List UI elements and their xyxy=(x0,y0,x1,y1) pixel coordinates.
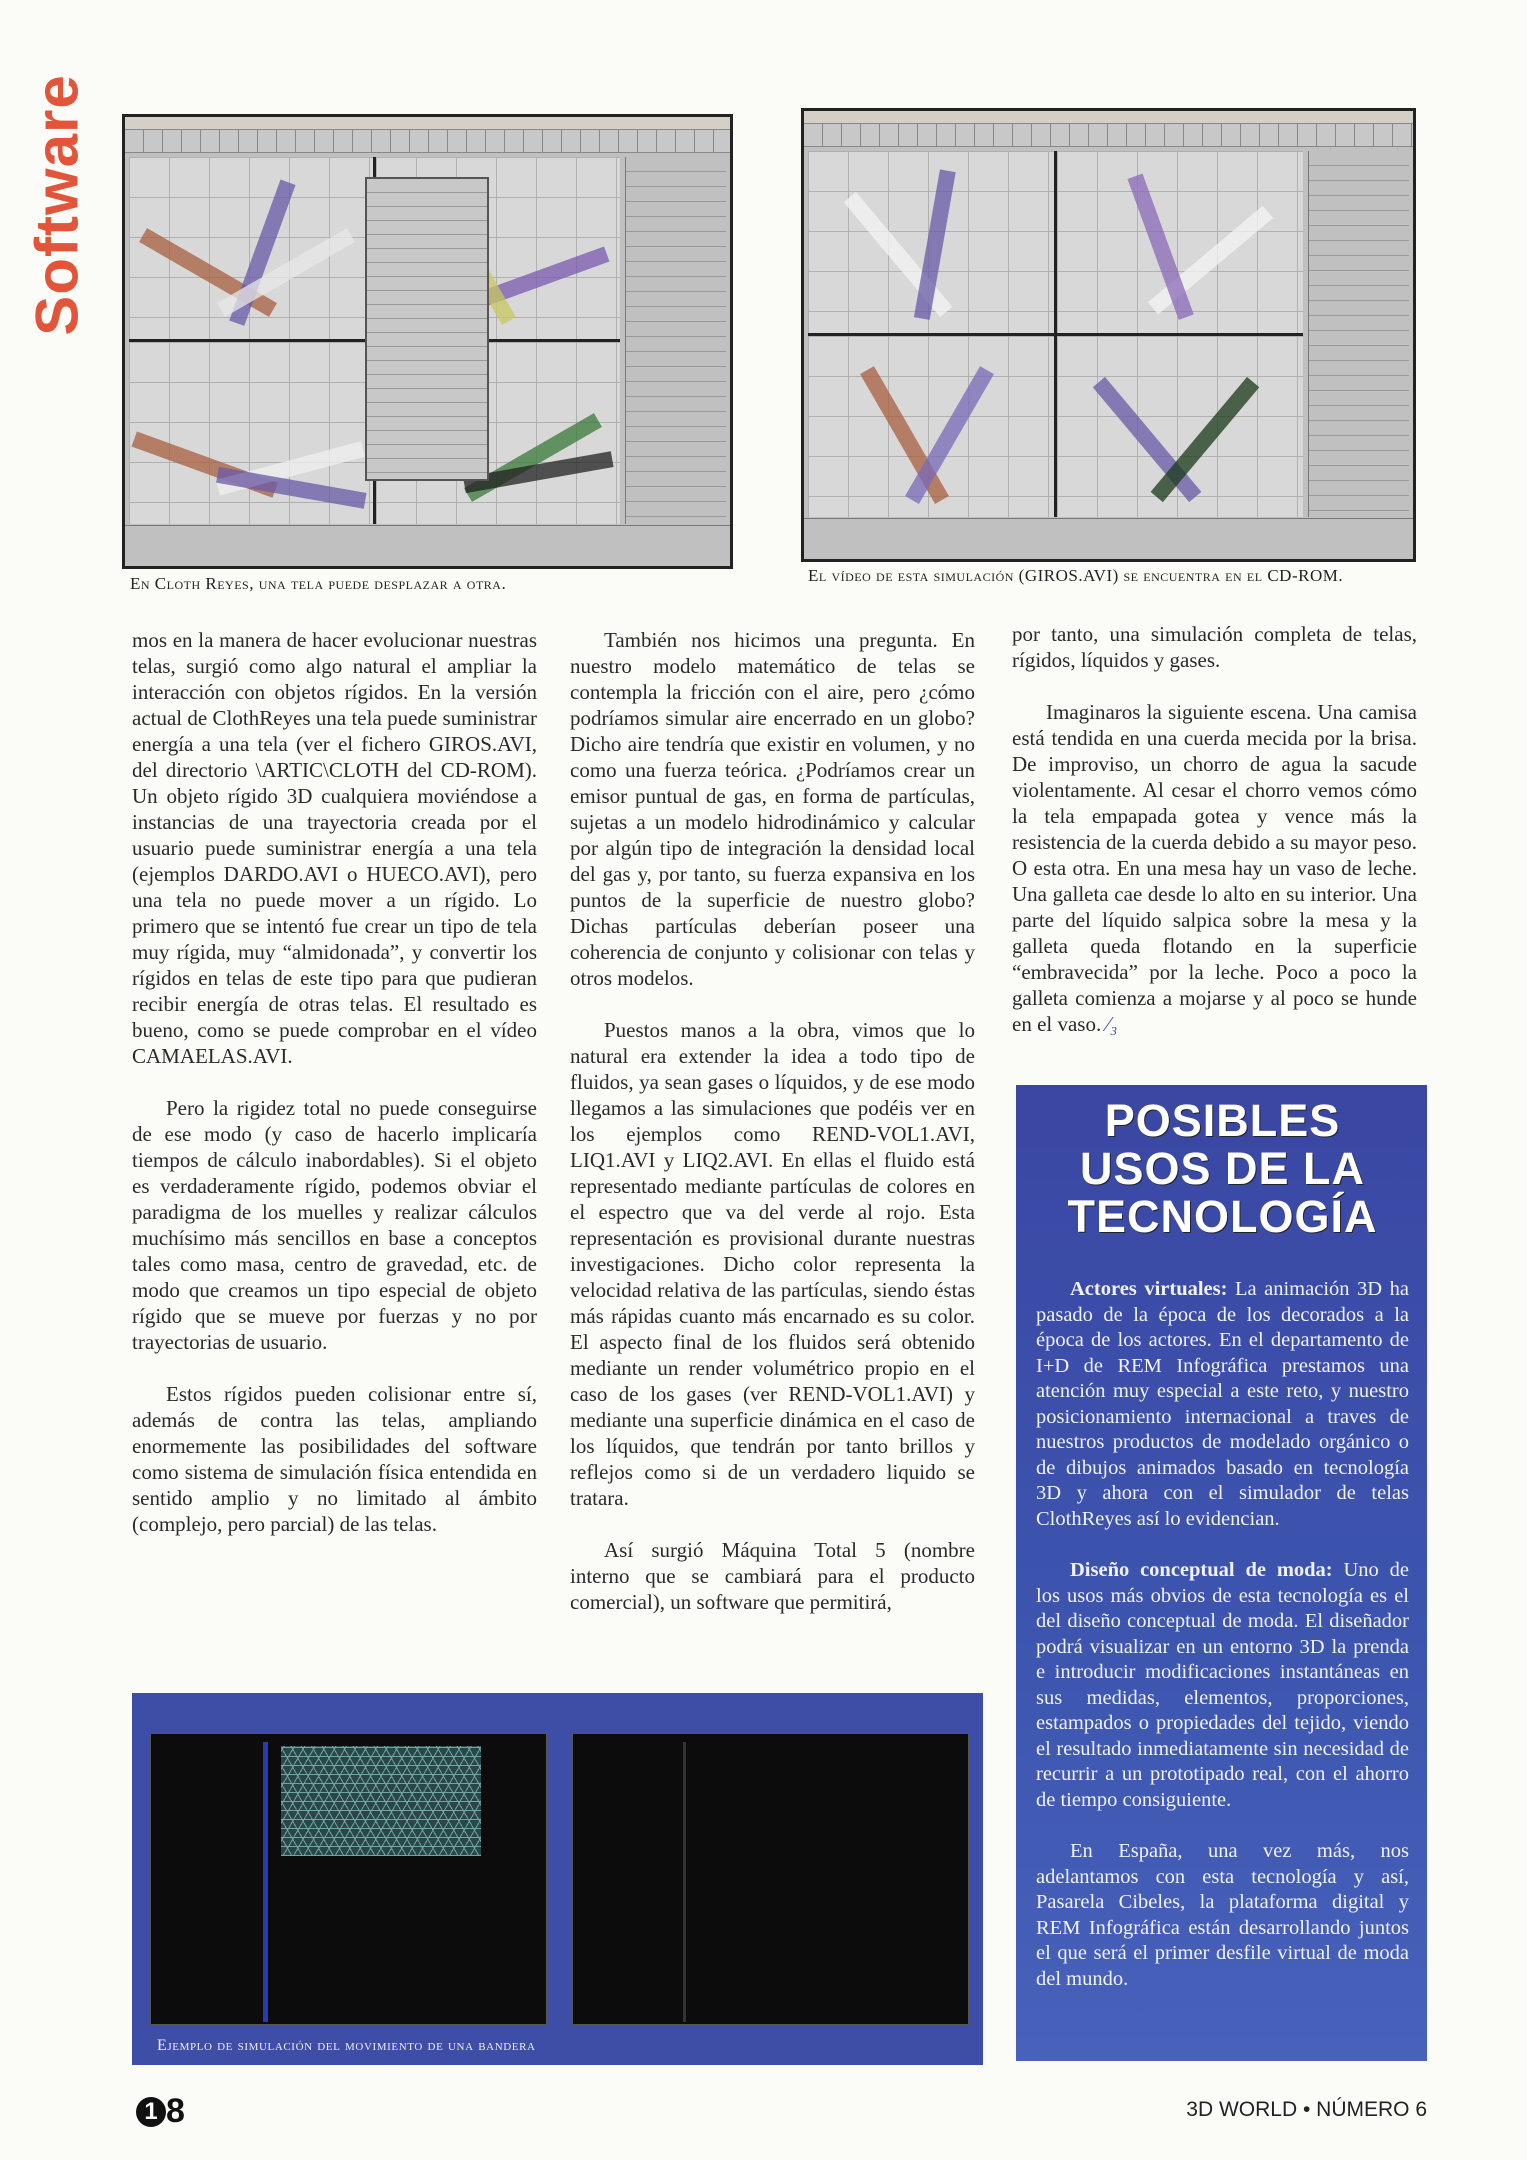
flag-pole xyxy=(263,1742,268,2022)
window-titlebar xyxy=(804,111,1413,124)
article-column-2 xyxy=(570,627,975,1641)
window-toolbar xyxy=(125,130,730,153)
magazine-footer: 3D WORLD • NÚMERO 6 xyxy=(1186,2098,1427,2121)
paragraph: Pero la rigidez total no puede conseguirse de ese modo (y caso de hacerlo implicaría tiempos de cálculo inabordables). Si el objeto es verdaderamente rígido, podemos obviar el paradigma de los muelles y realizar cálculos muchísimo más sencillos en base a conceptos tales como masa, centro de gravedad, etc. de modo que creamos un tipo especial de objeto rígido que se mueve por fuerzas y no por trayectorias de usuario. xyxy=(132,1096,537,1354)
screenshot-cloth-reyes xyxy=(122,114,733,569)
page-number: 1 8 xyxy=(136,2092,185,2131)
paragraph: Imaginaros la siguiente escena. Una camisa está tendida en una cuerda mecida por la brisa. De improviso, un chorro de agua la sacude violentamente. Al cesar el chorro vemos cómo la tela empapada gotea y vence más la resistencia de la cuerda debido a su mayor peso. O esta otra. En una mesa hay un vaso de leche. Una galleta cae desde lo alto en su interior. Una parte del líquido salpica sobre la mesa y la galleta queda flotando en la superficie “embravecida” por la leche. Poco a poco la galleta comienza a mojarse y al poco se hunde en el vaso. ⁄₃ xyxy=(1012,700,1417,1036)
figure-caption: El vídeo de esta simulación (GIROS.AVI) se encuentra en el CD-ROM. xyxy=(808,566,1344,585)
settings-dialog xyxy=(365,177,489,481)
flag-mesh xyxy=(281,1746,481,1856)
status-bar xyxy=(804,518,1413,559)
command-panel xyxy=(1308,151,1409,517)
sidebar-paragraph: Diseño conceptual de moda: Uno de los usos más obvios de esta tecnología es el del diseño conceptual de moda. El diseñador podrá visualizar en un entorno 3D la prenda e introducir modificaciones instantáneas en sus medidas, elementos, proporciones, estampados o propiedades del tejido, viendo el resultado inmediatamente sin necesidad de recurrir a un prototipado real, con el ahorro de tiempo consiguiente. xyxy=(1036,1559,1409,1811)
viewport xyxy=(129,342,373,524)
paragraph: mos en la manera de hacer evolucionar nuestras telas, surgió como algo natural el ampliar la interacción con objetos rígidos. En la versión actual de ClothReyes una tela puede suministrar energía a una tela (ver el fichero GIROS.AVI, del directorio \ARTIC\CLOTH del CD-ROM). Un objeto rígido 3D cualquiera moviéndose a instancias de una trayectoria creada por el usuario puede suministrar energía a una tela (ejemplos DARDO.AVI o HUECO.AVI), pero una tela no puede mover a un rígido. Lo primero que se intentó fue crear un tipo de tela muy rígida, muy “almidonada”, y convertir los rígidos en telas de este tipo para que pudieran recibir energía de otras telas. El resultado es bueno, como se puede comprobar en el vídeo CAMAELAS.AVI. xyxy=(132,628,537,1068)
figure-caption: Ejemplo de simulación del movimiento de una bandera xyxy=(157,2037,536,2054)
viewport xyxy=(808,336,1054,518)
article-column-1 xyxy=(132,627,537,1563)
paragraph: También nos hicimos una pregunta. En nuestro modelo matemático de telas se contempla la fricción con el aire, pero ¿cómo podríamos simular aire encerrado en un globo? Dicho aire tendría que existir en volumen, y no como una fuerza teórica. ¿Podríamos crear un emisor puntual de gas, en forma de partículas, sujetas a un modelo hidrodinámico y calcular por algún tipo de integración la densidad local del gas y, por tanto, su fuerza expansiva en los puntos de la superficie de nuestro globo? Dichas partículas deberían poseer una coherencia de conjunto y colisionar con telas y otros modelos. xyxy=(570,628,975,990)
sidebar-paragraph: En España, una vez más, nos adelantamos con esta tecnología y así, Pasarela Cibeles, la plataforma digital y REM Infográfica están desarrollando juntos el que será el primer desfile virtual de moda del mundo. xyxy=(1036,1840,1409,1990)
flag-simulation-figure xyxy=(132,1693,983,2065)
section-label: Software xyxy=(23,74,91,336)
flag-pole xyxy=(683,1742,686,2022)
paragraph: Puestos manos a la obra, vimos que lo natural era extender la idea a todo tipo de fluidos, ya sean gases o líquidos, y de ese modo llegamos a las simulaciones que podéis ver en los ejemplos como REND-VOL1.AVI, LIQ1.AVI y LIQ2.AVI. En ellas el fluido está representado mediante partículas de colores en el espectro que va del verde al rojo. Esta representación es provisional durante nuestras investigaciones. Dicho color representa la velocidad relativa de las partículas, siendo éstas más rápidas cuanto más encarnado es su color. El aspecto final de los fluidos será obtenido mediante un render volumétrico propio en el caso de los gases (ver REND-VOL1.AVI) y mediante una superficie dinámica en el caso de los líquidos, que tendrán por tanto brillos y reflejos como si de un verdadero liquido se tratara. xyxy=(570,1018,975,1510)
window-titlebar xyxy=(125,117,730,130)
flag-frame-2 xyxy=(572,1733,969,2025)
viewport xyxy=(1057,336,1303,518)
viewport xyxy=(1057,151,1303,333)
viewports xyxy=(808,151,1303,517)
figure-caption: En Cloth Reyes, una tela puede desplazar a otra. xyxy=(130,574,507,593)
status-bar xyxy=(125,525,730,566)
paragraph: Estos rígidos pueden colisionar entre sí, además de contra las telas, ampliando enormemente las posibilidades del software como sistema de simulación física entendida en sentido amplio y no limitado al ámbito (complejo, pero parcial) de las telas. xyxy=(132,1382,537,1536)
viewport xyxy=(129,157,373,339)
paragraph: Así surgió Máquina Total 5 (nombre interno que se cambiará para el producto comercial), un software que permitirá, xyxy=(570,1538,975,1614)
screenshot-giros-simulation xyxy=(801,108,1416,562)
command-panel xyxy=(625,157,726,524)
article-column-3 xyxy=(1012,621,1417,1063)
sidebar-box xyxy=(1016,1085,1427,2061)
viewport xyxy=(808,151,1054,333)
paragraph: por tanto, una simulación completa de telas, rígidos, líquidos y gases. xyxy=(1012,622,1417,672)
sidebar-paragraph: Actores virtuales: La animación 3D ha pasado de la época de los decorados a la época de los actores. En el departamento de I+D de REM Infográfica prestamos una atención muy especial a este reto, y nuestro posicionamiento internacional a traves de nuestros productos de modelado orgánico o de dibujos animados basado en tecnología 3D y ahora con el simulador de telas ClothReyes así lo evidencian. xyxy=(1036,1278,1409,1530)
window-toolbar xyxy=(804,124,1413,147)
sidebar-title: POSIBLES USOS DE LA TECNOLOGÍA xyxy=(1067,1095,1378,1242)
end-mark-icon: ⁄₃ xyxy=(1106,1012,1118,1036)
flag-frame-1 xyxy=(150,1733,547,2025)
